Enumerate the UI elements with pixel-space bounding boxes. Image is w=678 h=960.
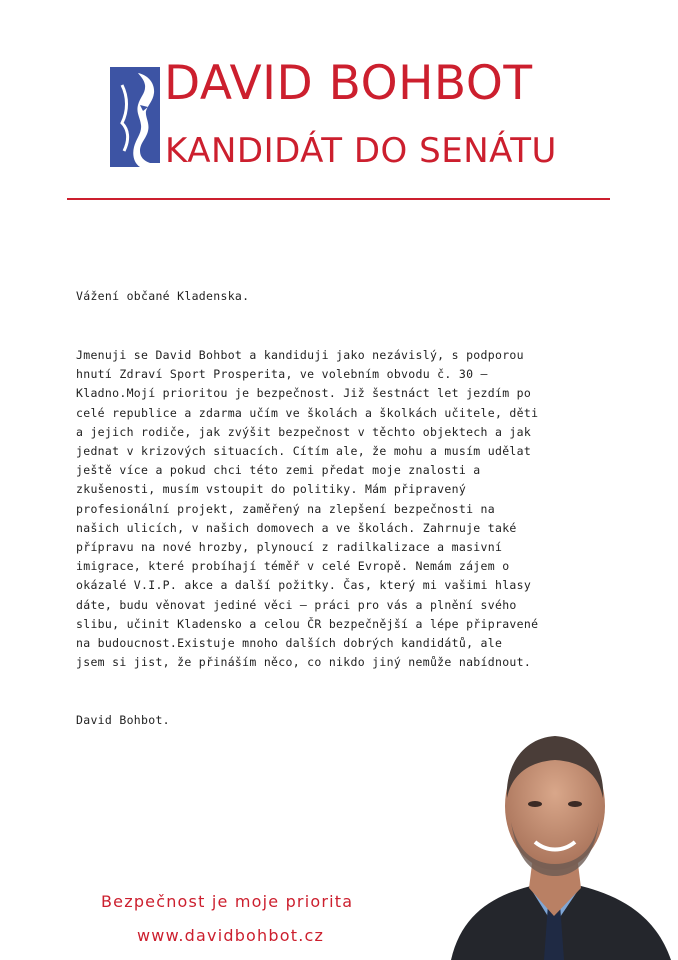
body-line: profesionální projekt, zaměřený na zlepšení bezpečnosti na <box>76 501 495 516</box>
body-line: ještě více a pokud chci této zemi předat moje znalosti a <box>76 463 481 478</box>
candidate-subtitle: KANDIDÁT DO SENÁTU <box>165 131 557 171</box>
footer-tagline: Bezpečnost je moje priorita <box>101 892 354 911</box>
body-line: našich ulicích, v našich domovech a ve školách. Zahrnuje také <box>76 520 517 535</box>
body-line: imigrace, které probíhají téměř v celé Evropě. Nemám zájem o <box>76 559 510 574</box>
letter-signature: David Bohbot. <box>76 713 170 727</box>
candidate-photo <box>431 726 678 960</box>
body-line: přípravu na nové hrozby, plynoucí z radilkalizace a masivní <box>76 540 503 555</box>
letter-body <box>76 346 616 672</box>
letter-salutation: Vážení občané Kladenska. <box>76 289 250 303</box>
body-line: dáte, budu věnovat jediné věci – práci pro vás a plnění svého <box>76 597 517 612</box>
body-line: jsem si jist, že přináším něco, co nikdo jiný nemůže nabídnout. <box>76 655 532 670</box>
body-line: slibu, učinit Kladensko a celou ČR bezpečnější a lépe připravené <box>76 616 539 631</box>
header <box>0 0 678 205</box>
body-line: a jejich rodiče, jak zvýšit bezpečnost v těchto objektech a jak <box>76 424 532 439</box>
body-line: Jmenuji se David Bohbot a kandiduji jako nezávislý, s podporou <box>76 348 524 362</box>
body-line: jednat v krizových situacích. Cítím ale, že mohu a musím udělat <box>76 444 532 459</box>
body-line: Kladno.Mojí prioritou je bezpečnost. Již šestnáct let jezdím po <box>76 386 532 401</box>
candidate-name: DAVID BOHBOT <box>164 56 533 111</box>
body-line: okázalé V.I.P. akce a další požitky. Čas, který mi vašimi hlasy <box>76 578 532 593</box>
body-line: hnutí Zdraví Sport Prosperita, ve volebním obvodu č. 30 – <box>76 367 488 382</box>
website-link[interactable]: www.davidbohbot.cz <box>137 926 325 945</box>
header-divider <box>67 198 610 200</box>
body-line: na budoucnost.Existuje mnoho dalších dobrých kandidátů, ale <box>76 636 503 651</box>
body-line: zkušenosti, musím vstoupit do politiky. Mám připravený <box>76 482 467 497</box>
body-line: celé republice a zdarma učím ve školách a školkách učitele, děti <box>76 405 539 420</box>
lion-logo-icon <box>110 67 160 167</box>
